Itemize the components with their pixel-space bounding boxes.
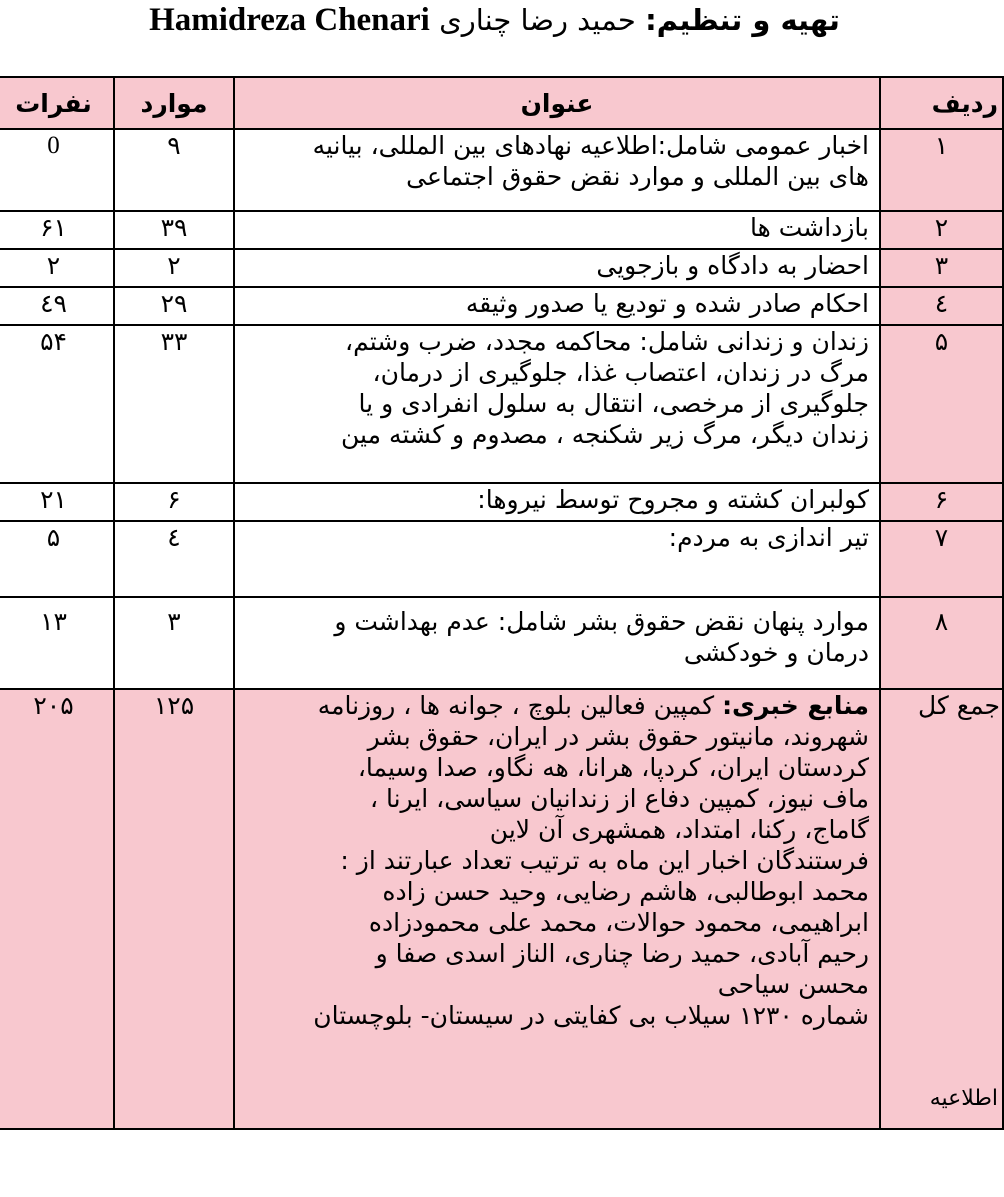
reporters-line: رحیم آبادی، حمید رضا چناری، الناز اسدی صفا و: [375, 939, 869, 968]
row-number: ٤: [880, 287, 1003, 325]
table-row: [0, 325, 1003, 483]
title-line: زندان دیگر، مرگ زیر شکنجه ، مصدوم و کشته مین: [341, 420, 869, 449]
table-row: [0, 249, 1003, 287]
row-title: [234, 521, 880, 597]
row-title: [234, 325, 880, 483]
reporters-line: ابراهیمی، محمود حوالات، محمد علی محمودزاده: [368, 908, 869, 937]
row-title: [234, 129, 880, 211]
row-number: ۵: [880, 325, 1003, 483]
title-line: کولبران کشته و مجروح توسط نیروها:: [477, 485, 869, 514]
table-row: [0, 211, 1003, 249]
row-mavared: ۶: [114, 483, 234, 521]
column-header-nafarat: نفرات: [0, 77, 114, 129]
sources-line: منابع خبری: کمپین فعالین بلوچ ، جوانه ها ، روزنامه: [317, 691, 869, 720]
row-title: [234, 483, 880, 521]
row-nafarat: ۲: [0, 249, 114, 287]
title-line: بازداشت ها: [750, 213, 869, 242]
title-line: احکام صادر شده و تودیع یا صدور وثیقه: [465, 289, 869, 318]
row-nafarat: ۵۴: [0, 325, 114, 483]
row-number: ۶: [880, 483, 1003, 521]
row-number: ۷: [880, 521, 1003, 597]
row-title: [234, 211, 880, 249]
title-prefix: تهیه و تنظیم:: [645, 3, 840, 37]
page-title: [0, 4, 989, 36]
total-label-cell: [880, 689, 1003, 1129]
row-mavared: ۳: [114, 597, 234, 689]
table-row: [0, 483, 1003, 521]
notice-label: اطلاعیه: [929, 1086, 998, 1111]
table-row: [0, 597, 1003, 689]
row-nafarat: ٤۹: [0, 287, 114, 325]
title-line: احضار به دادگاه و بازجویی: [596, 251, 869, 280]
column-header-title: عنوان: [234, 77, 880, 129]
reporters-line: فرستندگان اخبار این ماه به ترتیب تعداد عبارتند از :: [340, 846, 869, 875]
row-number: ۸: [880, 597, 1003, 689]
row-nafarat: ۱۳: [0, 597, 114, 689]
title-author-fa: حمید رضا چناری: [439, 3, 636, 37]
table-header-row: [0, 77, 1003, 129]
row-number: ۳: [880, 249, 1003, 287]
table-row: [0, 129, 1003, 211]
table-row: [0, 287, 1003, 325]
sources-line: کردستان ایران، کردپا، هرانا، هه نگاو، صدا وسیما،: [357, 753, 869, 782]
title-line: زندان و زندانی شامل: محاکمه مجدد، ضرب وشتم،: [345, 327, 869, 356]
sources-cell: [234, 689, 880, 1129]
table-row: [0, 521, 1003, 597]
row-title: [234, 249, 880, 287]
reporters-line: محمد ابوطالبی، هاشم رضایی، وحید حسن زاده: [382, 877, 869, 906]
reporters-line: محسن سیاحی: [717, 970, 869, 999]
notice-line: شماره ۱۲۳۰ سیلاب بی کفایتی در سیستان- بلوچستان: [313, 1001, 869, 1030]
title-line: اخبار عمومی شامل:اطلاعیه نهادهای بین المللی، بیانیه: [312, 131, 869, 160]
total-nafarat: ۲۰۵: [0, 689, 114, 1129]
row-number: ۱: [880, 129, 1003, 211]
title-line: های بین المللی و موارد نقض حقوق اجتماعی: [406, 162, 869, 191]
row-mavared: ۲۹: [114, 287, 234, 325]
column-header-mavared: موارد: [114, 77, 234, 129]
row-nafarat: ۲۱: [0, 483, 114, 521]
row-mavared: ۳۳: [114, 325, 234, 483]
total-row: [0, 689, 1003, 1129]
total-mavared: ۱۲۵: [114, 689, 234, 1129]
row-nafarat: ۵: [0, 521, 114, 597]
title-line: درمان و خودکشی: [683, 638, 869, 667]
report-table: [0, 76, 1004, 1130]
sources-line: ماف نیوز، کمپین دفاع از زندانیان سیاسی، ایرنا ،: [369, 784, 869, 813]
row-title: [234, 597, 880, 689]
title-line: موارد پنهان نقض حقوق بشر شامل: عدم بهداشت و: [334, 607, 869, 636]
title-line: تیر اندازی به مردم:: [668, 523, 869, 552]
sources-line: شهروند، مانیتور حقوق بشر در ایران، حقوق بشر: [367, 722, 869, 751]
row-nafarat: ۶۱: [0, 211, 114, 249]
title-author-latin: Hamidreza Chenari: [149, 2, 430, 38]
sources-label: منابع خبری:: [722, 691, 869, 720]
sources-line: گاماج، رکنا، امتداد، همشهری آن لاین: [489, 815, 869, 844]
column-header-radif: ردیف: [880, 77, 1003, 129]
title-line: مرگ در زندان، اعتصاب غذا، جلوگیری از درمان،: [372, 358, 869, 387]
row-mavared: ۹: [114, 129, 234, 211]
row-number: ۲: [880, 211, 1003, 249]
row-nafarat: 0: [0, 129, 114, 211]
total-label: جمع کل: [918, 691, 1000, 720]
row-mavared: ٤: [114, 521, 234, 597]
row-title: [234, 287, 880, 325]
row-mavared: ۳۹: [114, 211, 234, 249]
title-line: جلوگیری از مرخصی، انتقال به سلول انفرادی و یا: [358, 389, 869, 418]
row-mavared: ۲: [114, 249, 234, 287]
